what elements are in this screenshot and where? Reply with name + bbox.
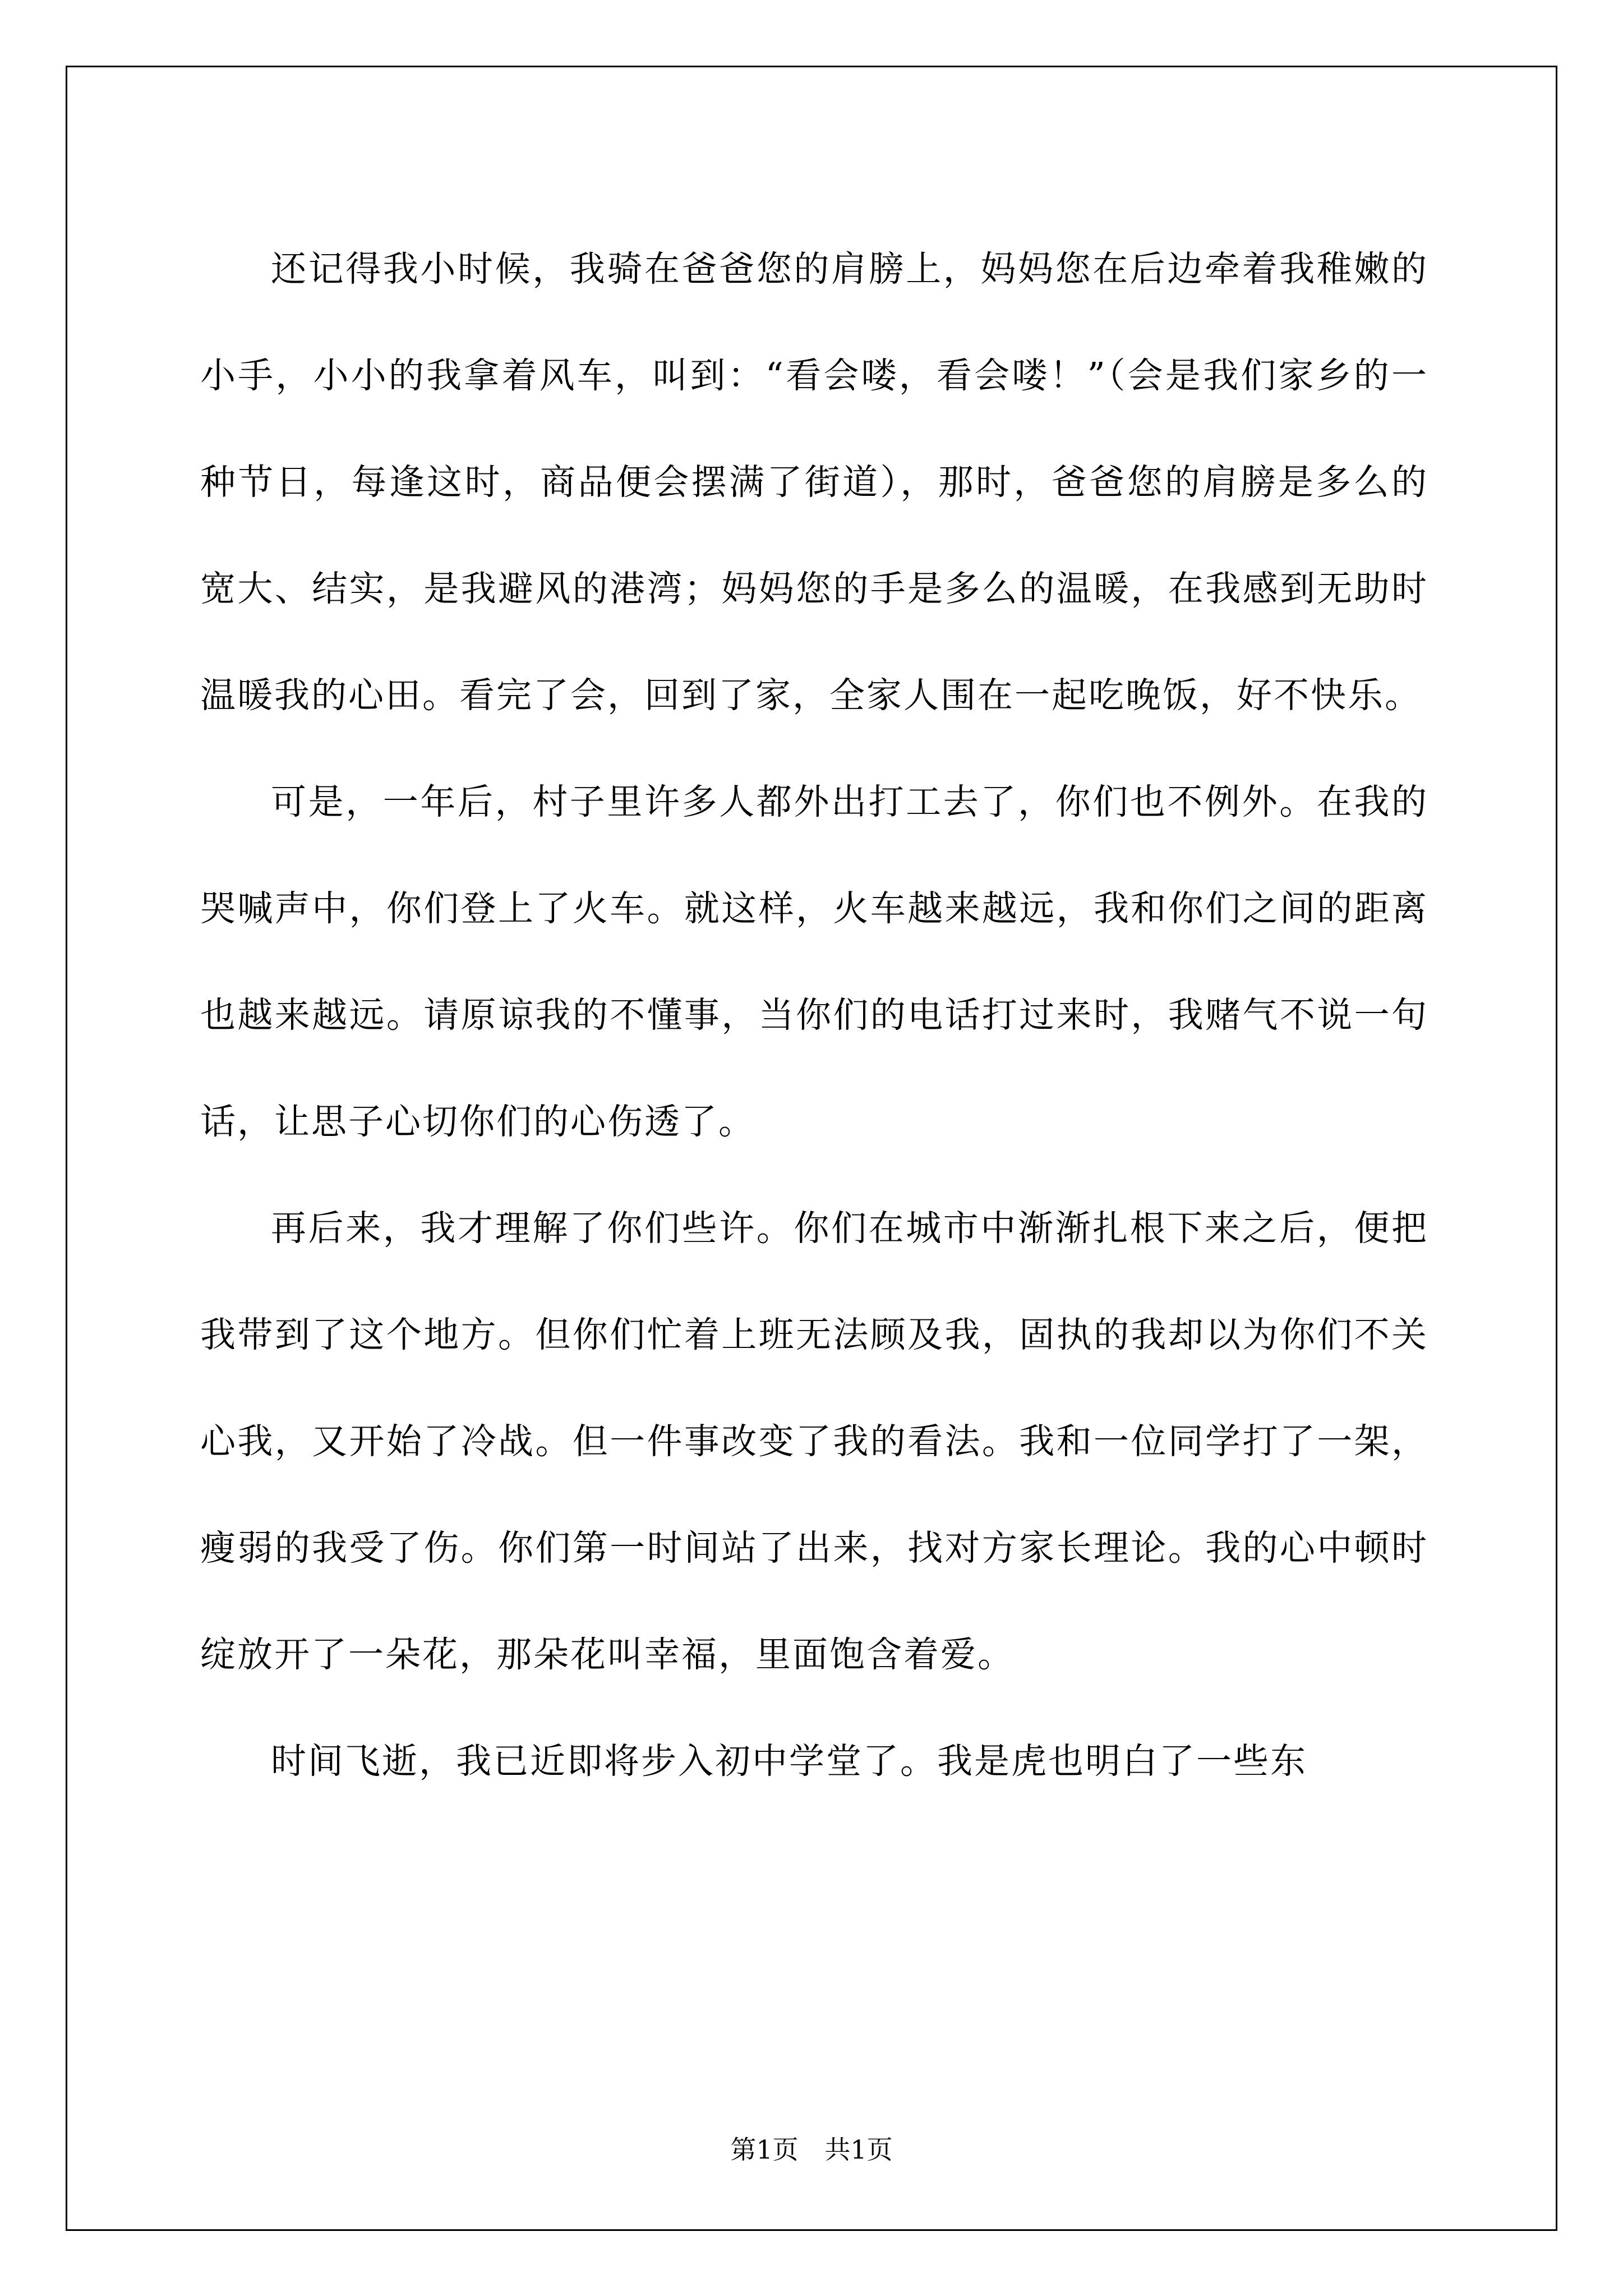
- paragraph-3: 再后来，我才理解了你们些许。你们在城市中渐渐扎根下来之后，便把我带到了这个地方。但你们忙着上班无法顾及我，固执的我却以为你们不关心我，又开始了冷战。但一件事改变了我的看法。我和一位同学打了一架，瘦弱的我受了伤。你们第一时间站了出来，找对方家长理论。我的心中顿时绽放开了一朵花，那朵花叫幸福，里面饱含着爱。: [200, 1208, 1428, 1675]
- document-body: [200, 216, 1428, 1815]
- page-number-current: 第1页: [730, 2134, 799, 2165]
- paragraph-1: 还记得我小时候，我骑在爸爸您的肩膀上，妈妈您在后边牵着我稚嫩的小手，小小的我拿着风车，叫到：“看会喽，看会喽！”（会是我们家乡的一种节日，每逢这时，商品便会摆满了街道），那时，爸爸您的肩膀是多么的宽大、结实，是我避风的港湾；妈妈您的手是多么的温暖，在我感到无助时温暖我的心田。看完了会，回到了家，全家人围在一起吃晚饭，好不快乐。: [200, 249, 1428, 716]
- paragraph-2: 可是，一年后，村子里许多人都外出打工去了，你们也不例外。在我的哭喊声中，你们登上了火车。就这样，火车越来越远，我和你们之间的距离也越来越远。请原谅我的不懂事，当你们的电话打过来时，我赌气不说一句话，让思子心切你们的心伤透了。: [200, 781, 1428, 1142]
- page-footer: [0, 2133, 1623, 2166]
- page-number-total: 共1页: [824, 2134, 893, 2165]
- paragraph-4: 时间飞逝，我已近即将步入初中学堂了。我是虎也明白了一些东: [271, 1741, 1307, 1782]
